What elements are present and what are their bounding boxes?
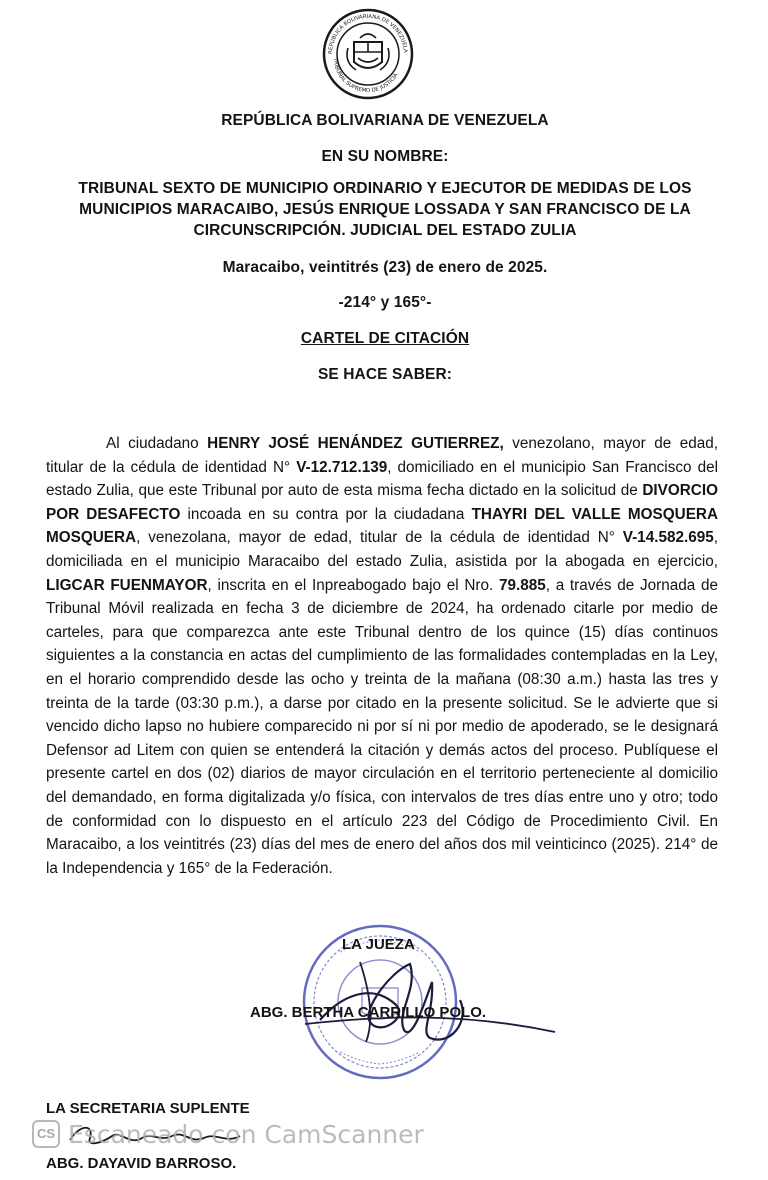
defendant-id: V-12.712.139 xyxy=(296,458,388,476)
body-text: , domiciliada en el municipio Maracaibo del estado Zulia, asistida por la abogada en ejercicio, xyxy=(46,529,718,570)
body-text: , inscrita en el Inpreabogado bajo el Nro. xyxy=(207,576,499,594)
tribunal-heading: TRIBUNAL SEXTO DE MUNICIPIO ORDINARIO Y EJECUTOR DE MEDIDAS DE LOS MUNICIPIOS MARACAIBO, JESÚS ENRIQUE LOSSADA Y SAN FRANCISCO DE LA CIRCUNSCRIPCIÓN. JUDICIAL DEL ESTADO ZULIA xyxy=(78,180,692,239)
secretary-title: LA SECRETARIA SUPLENTE xyxy=(46,1100,250,1117)
document-date: Maracaibo, veintitrés (23) de enero de 2025. xyxy=(222,259,548,276)
coat-of-arms-seal xyxy=(322,8,414,100)
case-type: DIVORCIO POR DESAFECTO xyxy=(46,482,718,523)
in-name-heading: EN SU NOMBRE: xyxy=(321,148,449,165)
judge-title: LA JUEZA xyxy=(342,936,415,953)
plaintiff-name: THAYRI DEL VALLE MOSQUERA MOSQUERA xyxy=(46,505,718,547)
plaintiff-id: V-14.582.695 xyxy=(622,529,714,547)
notice-heading: SE HACE SABER: xyxy=(317,366,453,383)
body-text: , a través de Jornada de Tribunal Móvil realizada en fecha 3 de diciembre de 2024, ha ordenado citarle por medio de carteles, para que comparezca ante este Tribunal dentro de los quince (15) días continuos siguientes a la constancia en actas del cumplimiento de las formalidades contempladas en la Ley, en el horario comprendido desde las ocho y treinta de la mañana (08:30 a.m.) hasta las tres y treinta de la tarde (03:30 p.m.), a darse por citado en la presente solicitud. Se le advierte que si vencido dicho lapso no hubiere comparecido ni por sí ni por medio de apoderado, se le designará Defensor ad Litem con quien se entenderá la citación y demás actos del proceso. Publíquese el presente cartel en dos (02) diarios de mayor circulación en el territorio perteneciente al domicilio del demandado, en forma digitalizada y/o física, con intervalos de tres días entre uno y otro; todo de conformidad con lo dispuesto en el artículo 223 del Código de Procedimiento Civil. En Maracaibo, a los veintitrés (23) días del mes de enero del años dos mil veinticinco (2025). 214° de la Independencia y 165° de la Federación. xyxy=(46,576,718,877)
secretary-name: ABG. DAYAVID BARROSO. xyxy=(46,1155,237,1172)
independence-years: -214° y 165°- xyxy=(338,294,432,311)
svg-text:TRIBUNAL SUPREMO DE JUSTICIA: TRIBUNAL SUPREMO DE JUSTICIA xyxy=(331,57,400,95)
attorney-name: LIGCAR FUENMAYOR xyxy=(46,576,208,594)
body-text: Al ciudadano xyxy=(106,435,208,452)
body-text: , venezolana, mayor de edad, titular de la cédula de identidad N° xyxy=(136,529,623,547)
document-title: CARTEL DE CITACIÓN xyxy=(300,330,470,347)
defendant-name: HENRY JOSÉ HENÁNDEZ GUTIERREZ, xyxy=(207,435,504,452)
citation-body xyxy=(46,432,718,880)
camscanner-logo: CS xyxy=(32,1120,60,1148)
republic-heading: REPÚBLICA BOLIVARIANA DE VENEZUELA xyxy=(221,112,549,129)
camscanner-watermark: Escaneado con CamScanner xyxy=(68,1120,424,1149)
svg-text:REPÚBLICA BOLIVARIANA DE VENEZ: REPÚBLICA BOLIVARIANA DE VENEZUELA xyxy=(327,13,409,55)
body-text: incoada en su contra por la ciudadana xyxy=(180,505,472,523)
attorney-registration: 79.885 xyxy=(498,576,546,594)
judge-name: ABG. BERTHA CARRILLO POLO. xyxy=(250,1004,487,1021)
judge-signature xyxy=(300,942,560,1062)
body-text: venezolano, mayor de edad, titular de la cédula de identidad N° xyxy=(46,435,718,476)
body-text: , domiciliado en el municipio San Francisco del estado Zulia, que este Tribunal por auto de esta misma fecha dictado en la solicitud de xyxy=(46,458,718,500)
